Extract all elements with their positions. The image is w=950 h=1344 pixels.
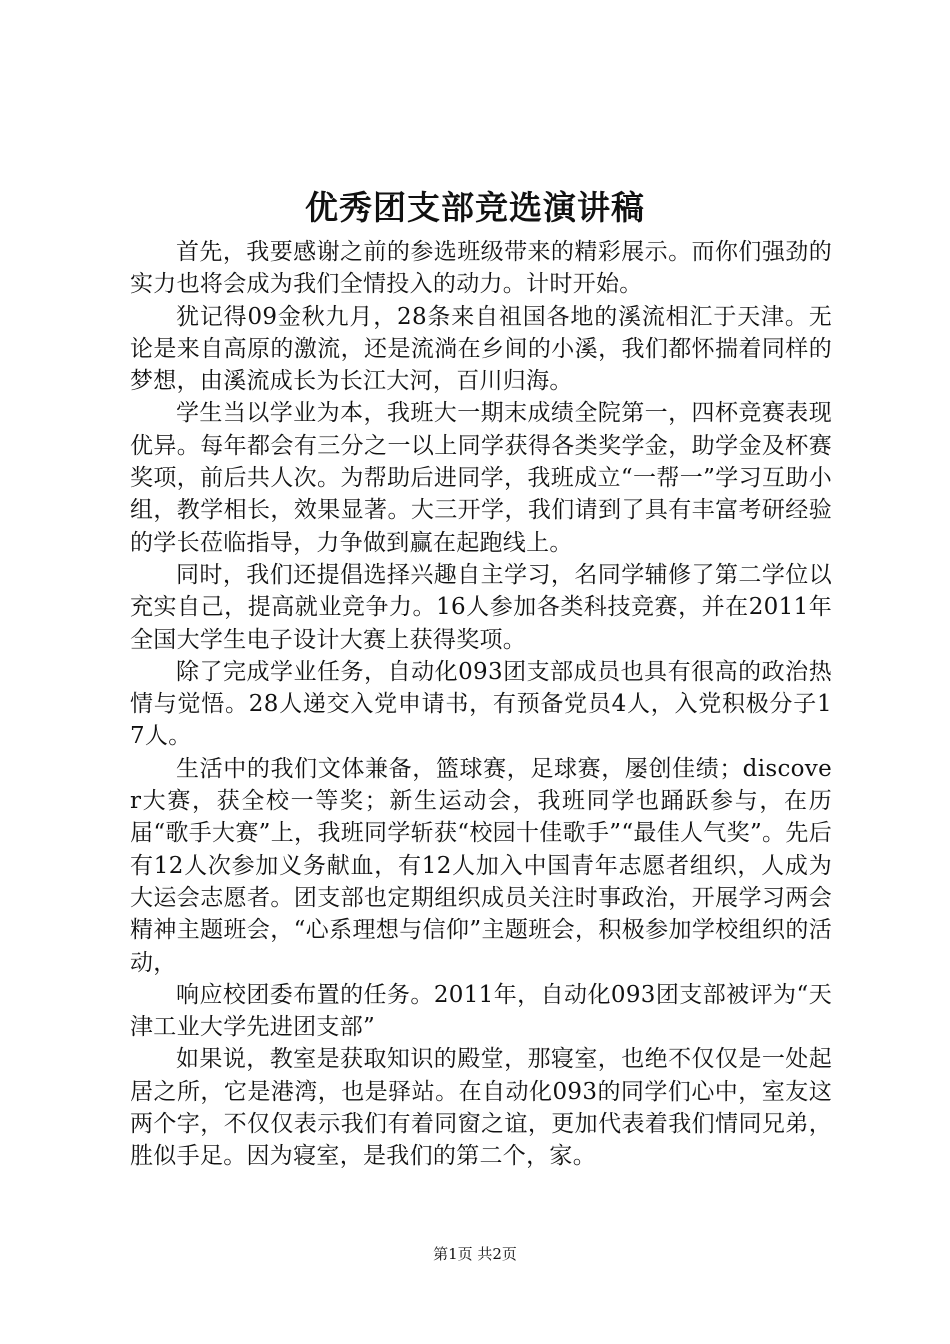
paragraph-6: 生活中的我们文体兼备，篮球赛，足球赛，屡创佳绩；discover大赛，获全校一等奖；新生运动会，我班同学也踊跃参与，在历届“歌手大赛”上，我班同学斩获“校园十佳歌手”“最佳人气奖”。先后有12人次参加义务献血，有12人加入中国青年志愿者组织，人成为大运会志愿者。团支部也定期组织成员关注时事政治，开展学习两会精神主题班会，“心系理想与信仰”主题班会，积极参加学校组织的活动， — [130, 755, 832, 976]
paragraph-4: 同时，我们还提倡选择兴趣自主学习，名同学辅修了第二学位以充实自己，提高就业竞争力。16人参加各类科技竞赛，并在2011年全国大学生电子设计大赛上获得奖项。 — [130, 561, 832, 653]
paragraph-8: 如果说，教室是获取知识的殿堂，那寝室，也绝不仅仅是一处起居之所，它是港湾，也是驿站。在自动化093的同学们心中，室友这两个字，不仅仅表示我们有着同窗之谊，更加代表着我们情同兄弟，胜似手足。因为寝室，是我们的第二个，家。 — [130, 1046, 832, 1170]
paragraph-1: 首先，我要感谢之前的参选班级带来的精彩展示。而你们强劲的实力也将会成为我们全情投入的动力。计时开始。 — [130, 239, 832, 298]
paragraph-7: 响应校团委布置的任务。2011年，自动化093团支部被评为“天津工业大学先进团支部” — [130, 981, 832, 1041]
paragraph-5: 除了完成学业任务，自动化093团支部成员也具有很高的政治热情与觉悟。28人递交入党申请书，有预备党员4人，入党积极分子17人。 — [130, 658, 832, 750]
document-title: 优秀团支部竞选演讲稿 — [305, 188, 645, 227]
document-body — [130, 236, 832, 1173]
paragraph-2: 犹记得09金秋九月，28条来自祖国各地的溪流相汇于天津。无论是来自高原的激流，还是流淌在乡间的小溪，我们都怀揣着同样的梦想，由溪流成长为长江大河，百川归海。 — [130, 303, 832, 395]
page-number-footer: 第1页 共2页 — [433, 1245, 517, 1263]
paragraph-3: 学生当以学业为本，我班大一期末成绩全院第一，四杯竞赛表现优异。每年都会有三分之一以上同学获得各类奖学金，助学金及杯赛奖项，前后共人次。为帮助后进同学，我班成立“一帮一”学习互助小组，教学相长，效果显著。大三开学，我们请到了具有丰富考研经验的学长莅临指导，力争做到赢在起跑线上。 — [130, 400, 832, 556]
